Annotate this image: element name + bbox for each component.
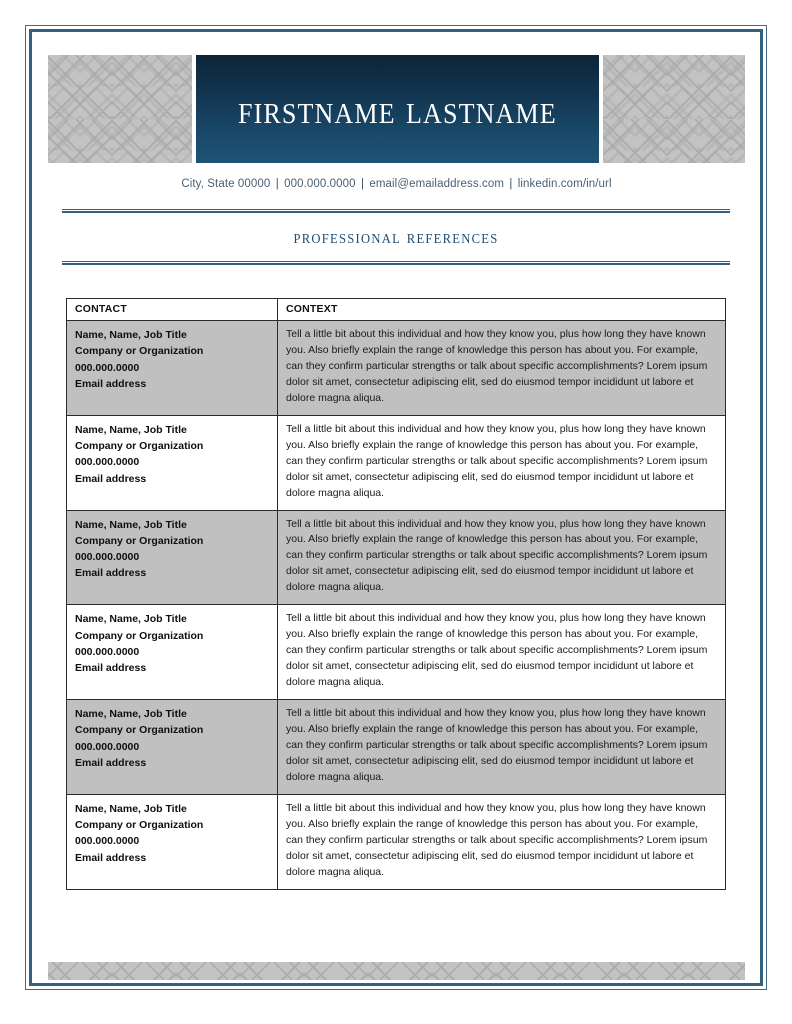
table-row bbox=[67, 700, 726, 795]
column-header-context: CONTEXT bbox=[278, 299, 726, 321]
column-header-contact: CONTACT bbox=[67, 299, 278, 321]
reference-name: Name, Name, Job Title bbox=[75, 518, 187, 531]
reference-context-cell: Tell a little bit about this individual and how they know you, plus how long they have known you. Also briefly explain the range of knowledge this person has about you. For example, can they confirm particular strengths or talk about specific accomplishments? Lorem ipsum dolor sit amet, consectetur adipiscing elit, sed do eiusmod tempor incididunt ut labore et dolore magna aliqua. bbox=[278, 794, 726, 889]
reference-email: Email address bbox=[75, 472, 147, 485]
table-row bbox=[67, 794, 726, 889]
reference-phone: 000.000.0000 bbox=[75, 361, 140, 374]
table-body bbox=[67, 321, 726, 890]
reference-phone: 000.000.0000 bbox=[75, 835, 140, 848]
reference-phone: 000.000.0000 bbox=[75, 456, 140, 469]
contact-linkedin[interactable]: linkedin.com/in/url bbox=[517, 178, 612, 190]
name-plate bbox=[196, 55, 599, 163]
table-row bbox=[67, 321, 726, 416]
reference-context-cell: Tell a little bit about this individual and how they know you, plus how long they have known you. Also briefly explain the range of knowledge this person has about you. For example, can they confirm particular strengths or talk about specific accomplishments? Lorem ipsum dolor sit amet, consectetur adipiscing elit, sed do eiusmod tempor incididunt ut labore et dolore magna aliqua. bbox=[278, 321, 726, 416]
reference-email: Email address bbox=[75, 851, 147, 864]
contact-phone: 000.000.0000 bbox=[284, 178, 356, 190]
reference-context-cell: Tell a little bit about this individual and how they know you, plus how long they have known you. Also briefly explain the range of knowledge this person has about you. For example, can they confirm particular strengths or talk about specific accomplishments? Lorem ipsum dolor sit amet, consectetur adipiscing elit, sed do eiusmod tempor incididunt ut labore et dolore magna aliqua. bbox=[278, 700, 726, 795]
reference-contact-cell bbox=[67, 605, 278, 700]
contact-separator-1: | bbox=[275, 178, 279, 190]
reference-phone: 000.000.0000 bbox=[75, 645, 140, 658]
diamond-pattern-right-panel bbox=[603, 55, 745, 163]
reference-contact-cell bbox=[67, 794, 278, 889]
reference-name: Name, Name, Job Title bbox=[75, 613, 187, 626]
reference-company: Company or Organization bbox=[75, 629, 204, 642]
reference-company: Company or Organization bbox=[75, 534, 204, 547]
reference-company: Company or Organization bbox=[75, 345, 204, 358]
table-row bbox=[67, 605, 726, 700]
section-header-block bbox=[62, 209, 730, 265]
reference-name: Name, Name, Job Title bbox=[75, 329, 187, 341]
reference-company: Company or Organization bbox=[75, 440, 204, 453]
table-header-row bbox=[67, 299, 726, 321]
reference-phone: 000.000.0000 bbox=[75, 740, 140, 753]
table-row bbox=[67, 510, 726, 605]
reference-name: Name, Name, Job Title bbox=[75, 708, 187, 721]
contact-separator-3: | bbox=[509, 178, 513, 190]
reference-email: Email address bbox=[75, 756, 147, 769]
reference-email: Email address bbox=[75, 377, 147, 390]
reference-contact-cell bbox=[67, 510, 278, 605]
contact-line bbox=[48, 178, 745, 190]
diamond-pattern-left-panel bbox=[48, 55, 192, 163]
section-rule-bottom bbox=[62, 261, 730, 265]
reference-company: Company or Organization bbox=[75, 819, 204, 832]
reference-company: Company or Organization bbox=[75, 724, 204, 737]
contact-email[interactable]: email@emailaddress.com bbox=[369, 178, 505, 190]
reference-context-cell: Tell a little bit about this individual and how they know you, plus how long they have known you. Also briefly explain the range of knowledge this person has about you. For example, can they confirm particular strengths or talk about specific accomplishments? Lorem ipsum dolor sit amet, consectetur adipiscing elit, sed do eiusmod tempor incididunt ut labore et dolore magna aliqua. bbox=[278, 510, 726, 605]
reference-contact-cell bbox=[67, 700, 278, 795]
reference-name: Name, Name, Job Title bbox=[75, 802, 187, 815]
contact-separator-2: | bbox=[360, 178, 365, 190]
contact-location: City, State 00000 bbox=[181, 178, 271, 190]
references-table bbox=[66, 298, 726, 890]
table-head bbox=[67, 299, 726, 321]
reference-email: Email address bbox=[75, 567, 147, 580]
diamond-pattern-footer-bar bbox=[48, 962, 745, 980]
section-title: professional references bbox=[293, 226, 499, 248]
reference-name: Name, Name, Job Title bbox=[75, 423, 187, 436]
reference-context-cell: Tell a little bit about this individual and how they know you, plus how long they have known you. Also briefly explain the range of knowledge this person has about you. For example, can they confirm particular strengths or talk about specific accomplishments? Lorem ipsum dolor sit amet, consectetur adipiscing elit, sed do eiusmod tempor incididunt ut labore et dolore magna aliqua. bbox=[278, 415, 726, 510]
reference-contact-cell bbox=[67, 415, 278, 510]
candidate-name: firstname lastname bbox=[238, 86, 557, 132]
reference-contact-cell bbox=[67, 321, 278, 416]
table-row bbox=[67, 415, 726, 510]
reference-phone: 000.000.0000 bbox=[75, 551, 140, 564]
reference-email: Email address bbox=[75, 662, 147, 675]
reference-context-cell: Tell a little bit about this individual and how they know you, plus how long they have known you. Also briefly explain the range of knowledge this person has about you. For example, can they confirm particular strengths or talk about specific accomplishments? Lorem ipsum dolor sit amet, consectetur adipiscing elit, sed do eiusmod tempor incididunt ut labore et dolore magna aliqua. bbox=[278, 605, 726, 700]
header-band bbox=[48, 55, 745, 163]
